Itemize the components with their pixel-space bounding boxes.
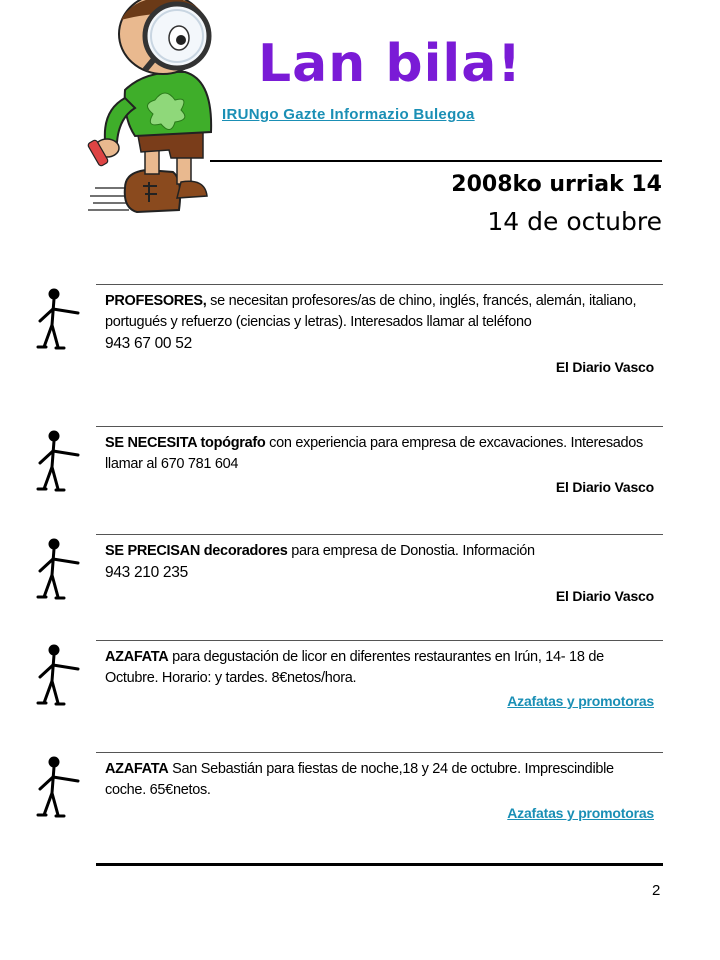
listing-description: San Sebastián para fiestas de noche,18 y 24 de octubre. Imprescindible coche. 65€netos.	[105, 761, 614, 798]
listing-lead: PROFESORES,	[105, 293, 207, 309]
listing-text	[105, 753, 654, 801]
listing-source: El Diario Vasco	[555, 359, 654, 375]
page-title: Lan bila!	[258, 34, 523, 94]
listing-phone: 943 67 00 52	[105, 335, 192, 352]
listing-lead: AZAFATA	[105, 649, 169, 665]
listing-text	[105, 427, 654, 475]
listing-text	[105, 535, 654, 584]
listing-description: para degustación de licor en diferentes restaurantes en Irún, 14- 18 de Octubre. Horario: y tardes. 8€netos/hora.	[105, 649, 604, 686]
listing-lead: SE NECESITA	[105, 435, 201, 451]
stick-figure-pointing-icon	[34, 287, 82, 351]
stick-figure-pointing-icon	[34, 755, 82, 819]
listing-source: El Diario Vasco	[555, 588, 654, 604]
listing-keyword: topógrafo	[200, 435, 266, 451]
listing-lead: SE PRECISAN	[105, 543, 204, 559]
listing-text	[105, 641, 654, 689]
listing-source-link[interactable]: Azafatas y promotoras	[507, 805, 654, 821]
page-number: 2	[652, 882, 661, 899]
listing-item	[96, 534, 663, 604]
listing-source-link[interactable]: Azafatas y promotoras	[507, 693, 654, 709]
date-spanish: 14 de octubre	[487, 207, 662, 236]
mascot-magnifier-illustration	[85, 0, 215, 218]
listing-phone: 943 210 235	[105, 564, 188, 581]
listing-description: se necesitan profesores/as de chino, inglés, francés, alemán, italiano, portugués y refuerzo (ciencias y letras). Interesados llamar al teléfono	[105, 293, 637, 330]
listing-item	[96, 752, 663, 821]
date-basque: 2008ko urriak 14	[451, 172, 662, 197]
footer-divider	[96, 863, 663, 866]
listing-description: para empresa de Donostia. Información	[287, 543, 535, 559]
listing-description: con experiencia para empresa de excavaciones. Interesados llamar al 670 781 604	[105, 435, 644, 472]
subtitle-link[interactable]: IRUNgo Gazte Informazio Bulegoa	[222, 106, 475, 123]
header-divider	[210, 160, 662, 162]
stick-figure-pointing-icon	[34, 537, 82, 601]
stick-figure-pointing-icon	[34, 643, 82, 707]
stick-figure-pointing-icon	[34, 429, 82, 493]
listing-text	[105, 285, 654, 355]
listing-item	[96, 284, 663, 375]
listing-item	[96, 426, 663, 495]
listing-keyword: decoradores	[203, 543, 288, 559]
listing-lead: AZAFATA	[105, 761, 169, 777]
listing-source: El Diario Vasco	[555, 479, 654, 495]
listing-item	[96, 640, 663, 709]
